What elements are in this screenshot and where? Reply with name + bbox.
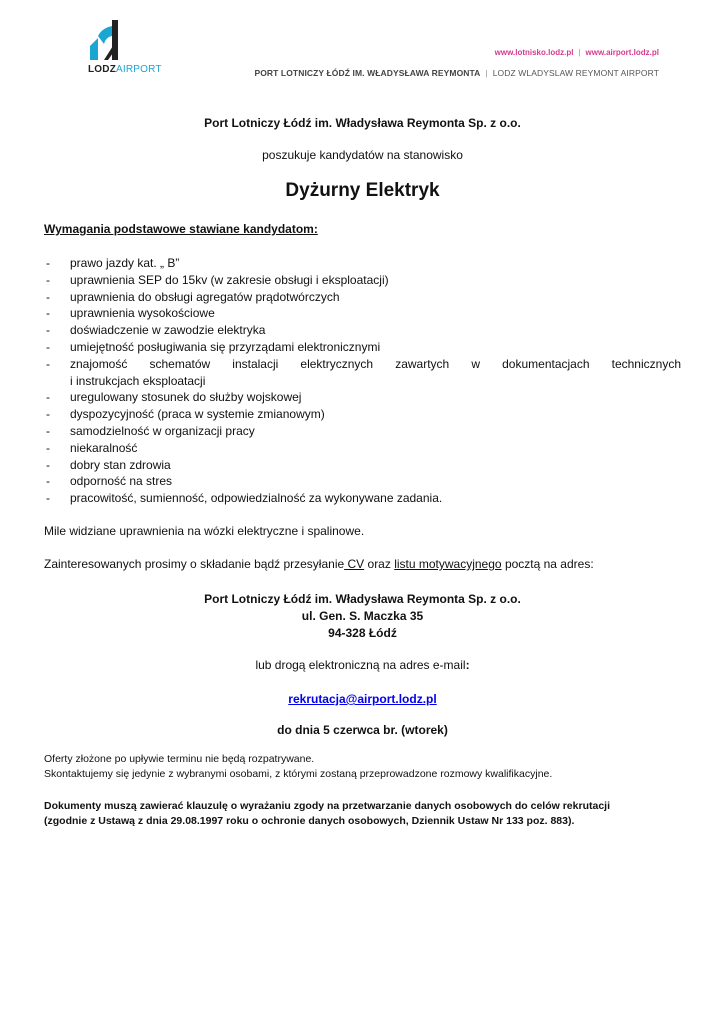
list-item: - uregulowany stosunek do służby wojskowej	[46, 390, 302, 405]
email-link[interactable]	[0, 692, 725, 706]
note-late-offers: Oferty złożone po upływie terminu nie będą rozpatrywane.	[44, 753, 315, 765]
list-item: - uprawnienia do obsługi agregatów prądotwórczych	[46, 289, 340, 304]
company-name: Port Lotniczy Łódź im. Władysława Reymonta Sp. z o.o.	[204, 116, 521, 130]
separator: |	[578, 48, 581, 57]
website-link-en[interactable]: www.airport.lodz.pl	[585, 48, 659, 57]
address-line-city: 94-328 Łódź	[328, 626, 397, 640]
seeking-text: poszukuje kandydatów na stanowisko	[262, 148, 463, 162]
list-item: - prawo jazdy kat. „ B”	[46, 256, 180, 270]
list-item: - dobry stan zdrowia	[46, 457, 171, 472]
website-link-pl[interactable]: www.lotnisko.lodz.pl	[494, 48, 574, 57]
list-item: - uprawnienia SEP do 15kv (w zakresie obsługi i eksploatacji)	[46, 272, 389, 287]
list-item: - doświadczenie w zawodzie elektryka	[46, 323, 266, 338]
list-item-continuation: i instrukcjach eksploatacji	[70, 373, 206, 388]
logo-wordmark: LODZAIRPORT	[88, 64, 162, 75]
list-item: - odporność na stres	[46, 474, 173, 489]
apply-instructions: Zainteresowanych prosimy o składanie bądź przesyłanie CV oraz listu motywacyjnego pocztą na adres:	[44, 557, 594, 571]
requirements-heading: Wymagania podstawowe stawiane kandydatom:	[44, 222, 318, 236]
email-intro: lub drogą elektroniczną na adres e-mail:	[255, 658, 470, 672]
gdpr-clause-line2: (zgodnie z Ustawą z dnia 29.08.1997 roku o ochronie danych osobowych, Dziennik Ustaw Nr 133 poz. 883).	[44, 815, 575, 827]
requirements-list	[44, 255, 681, 507]
address-line-street: ul. Gen. S. Maczka 35	[301, 609, 424, 623]
list-item: - znajomość schematów instalacji elektrycznych zawartych w dokumentacjach technicznych	[46, 356, 681, 371]
header-links	[495, 48, 659, 57]
deadline-text: do dnia 5 czerwca br. (wtorek)	[277, 723, 448, 737]
list-item: - pracowitość, sumienność, odpowiedzialność za wykonywane zadania.	[46, 491, 443, 506]
list-item: - uprawnienia wysokościowe	[46, 306, 215, 321]
list-item: - niekaralność	[46, 440, 138, 455]
email-address[interactable]: rekrutacja@airport.lodz.pl	[288, 692, 437, 706]
list-item: - umiejętność posługiwania się przyrządami elektronicznymi	[46, 339, 381, 354]
address-line-company: Port Lotniczy Łódź im. Władysława Reymonta Sp. z o.o.	[204, 592, 521, 606]
job-title: Dyżurny Elektryk	[285, 180, 440, 201]
list-item: - dyspozycyjność (praca w systemie zmianowym)	[46, 407, 325, 422]
header-company-name: PORT LOTNICZY ŁÓDŹ IM. WŁADYSŁAWA REYMONTA | LODZ WLADYSLAW REYMONT AIRPORT	[254, 68, 659, 78]
gdpr-clause-line1: Dokumenty muszą zawierać klauzulę o wyrażaniu zgody na przetwarzanie danych osobowych do celów rekrutacji	[44, 800, 610, 812]
list-item: - samodzielność w organizacji pracy	[46, 423, 255, 438]
nice-to-have-text: Mile widziane uprawnienia na wózki elektryczne i spalinowe.	[44, 524, 365, 538]
note-contact: Skontaktujemy się jedynie z wybranymi osobami, z którymi zostaną przeprowadzone rozmowy kwalifikacyjne.	[44, 768, 553, 780]
